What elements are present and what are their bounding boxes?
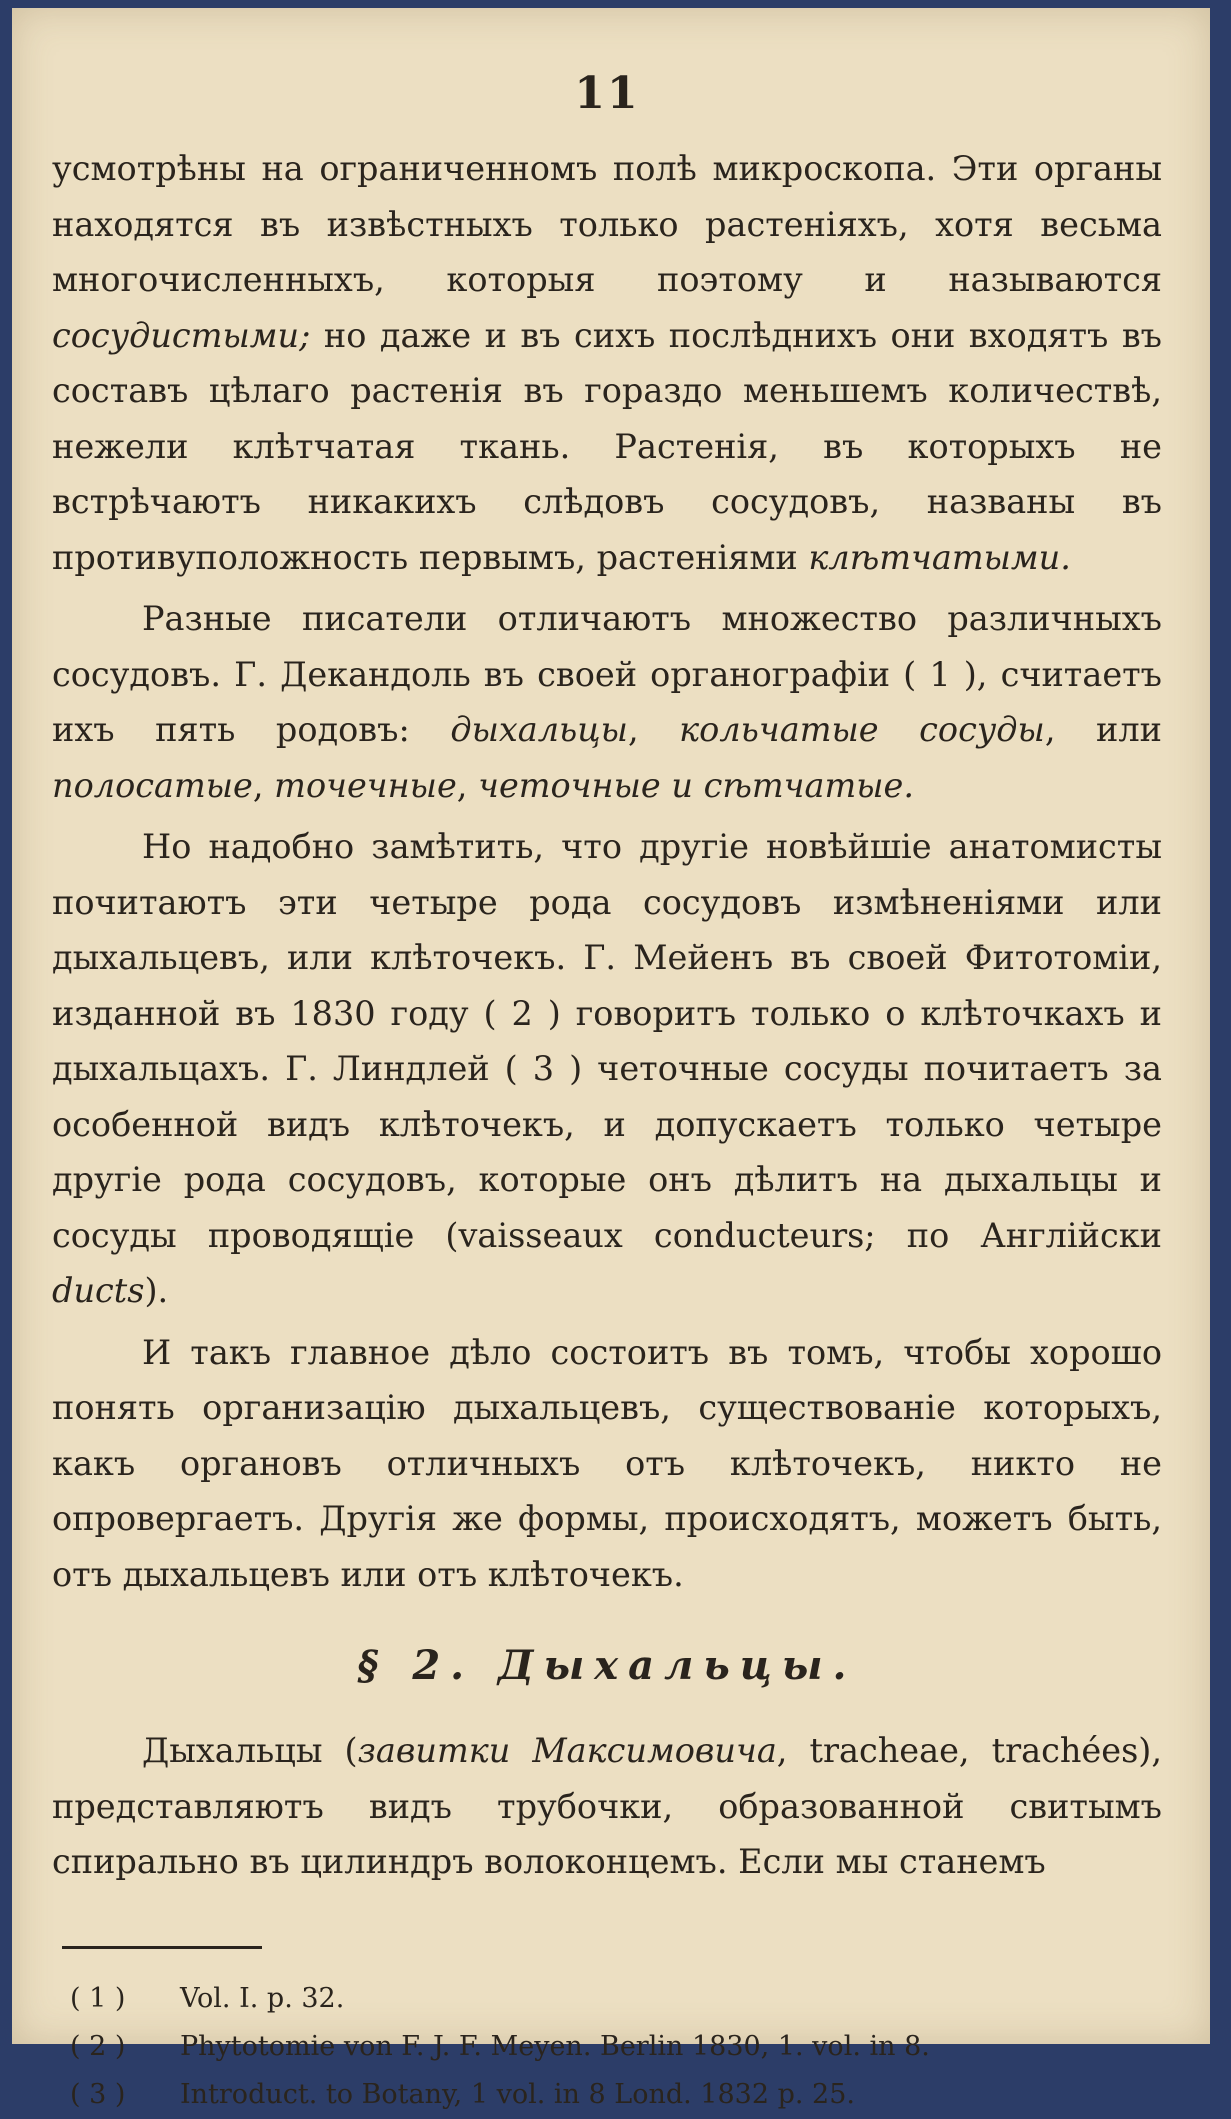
footnote-marker: ( 3 ) bbox=[70, 2078, 126, 2110]
book-page bbox=[12, 8, 1210, 2110]
section-text bbox=[52, 1723, 1162, 1890]
paragraph bbox=[52, 591, 1162, 813]
text-run: , bbox=[456, 765, 479, 805]
section-heading: § 2. Дыхальцы. bbox=[357, 1642, 857, 1689]
footnote-marker: ( 2 ) bbox=[70, 2030, 126, 2062]
paragraph bbox=[52, 141, 1162, 585]
footnote bbox=[70, 2023, 1210, 2071]
text-run: , или bbox=[1044, 710, 1162, 749]
italic-text: клѣтчатыми. bbox=[808, 537, 1071, 577]
footnote-marker: ( 1 ) bbox=[70, 1982, 126, 2014]
italic-text: кольчатые сосуды bbox=[679, 710, 1045, 749]
text-run: Но надобно замѣтить, что другіе новѣйшіе анатомисты почитаютъ эти четыре рода сосудовъ измѣненіями или дыхальцевъ, или клѣточекъ. Г. Мейенъ въ своей Фитотоміи, изданной въ 1830 году ( 2 ) говоритъ только о клѣточкахъ и дыхальцахъ. Г. Линдлей ( 3 ) четочные сосуды почитаетъ за особенной видъ клѣточекъ, и допускаетъ только четыре другіе рода сосудовъ, которые онъ дѣлитъ на дыхальцы и сосуды проводящіе (vaisseaux conducteurs; по Англійски bbox=[52, 827, 1162, 1255]
text-run: , bbox=[252, 765, 275, 805]
footnote-text: Phytotomie von F. J. F. Meyen. Berlin 1830, 1. vol. in 8. bbox=[180, 2030, 930, 2062]
text-run: , tracheae, trachées), представляютъ видъ трубочки, образованной свитымъ спирально въ цилиндръ волоконцемъ. Если мы станемъ bbox=[52, 1731, 1162, 1881]
text-run: Разные писатели отличаютъ множество различныхъ сосудовъ. Г. Декандоль въ своей органографіи ( 1 ), считаетъ ихъ пять родовъ: bbox=[52, 599, 1162, 749]
footnote bbox=[70, 1975, 1210, 2023]
paragraph bbox=[52, 819, 1162, 1319]
italic-text: точечные bbox=[274, 765, 457, 805]
main-text bbox=[52, 141, 1162, 1602]
text-run: но даже и въ сихъ послѣднихъ они входятъ въ составъ цѣлаго растенія въ гораздо меньшемъ количествѣ, нежели клѣтчатая ткань. Растенія, въ которыхъ не встрѣчаютъ никакихъ слѣдовъ сосудовъ, названы въ противуположность первымъ, растеніями bbox=[52, 315, 1162, 577]
text-run: ). bbox=[144, 1271, 169, 1310]
paragraph bbox=[52, 1723, 1162, 1890]
text-run: И такъ главное дѣло состоитъ въ томъ, чтобы хорошо понять организацію дыхальцевъ, существованіе которыхъ, какъ органовъ отличныхъ отъ клѣточекъ, никто не опровергаетъ. Другія же формы, происходятъ, можетъ быть, отъ дыхальцевъ или отъ клѣточекъ. bbox=[52, 1332, 1162, 1594]
text-run: усмотрѣны на ограниченномъ полѣ микроскопа. Эти органы находятся въ извѣстныхъ только растеніяхъ, хотя весьма многочисленныхъ, которыя поэтому и называются bbox=[52, 149, 1162, 299]
paragraph bbox=[52, 1325, 1162, 1603]
text-run: , bbox=[627, 710, 680, 749]
footnote-text: Vol. I. p. 32. bbox=[180, 1982, 345, 2014]
page-number: 11 bbox=[574, 68, 640, 119]
italic-text: завитки Максимовича bbox=[357, 1731, 777, 1770]
italic-text: полосатые bbox=[52, 765, 253, 805]
footnote-text: Introduct. to Botany, 1 vol. in 8 Lond. 1832 p. 25. bbox=[180, 2078, 855, 2110]
italic-text: дыхальцы bbox=[450, 710, 628, 749]
text-run: Дыхальцы ( bbox=[142, 1731, 358, 1770]
italic-text: четочные и сѣтчатые. bbox=[478, 765, 915, 805]
footnotes bbox=[52, 1975, 1210, 2119]
italic-text: сосудистыми; bbox=[52, 315, 311, 355]
footnote-divider bbox=[62, 1946, 262, 1949]
footnote bbox=[70, 2071, 1210, 2119]
italic-text: ducts bbox=[52, 1271, 145, 1310]
